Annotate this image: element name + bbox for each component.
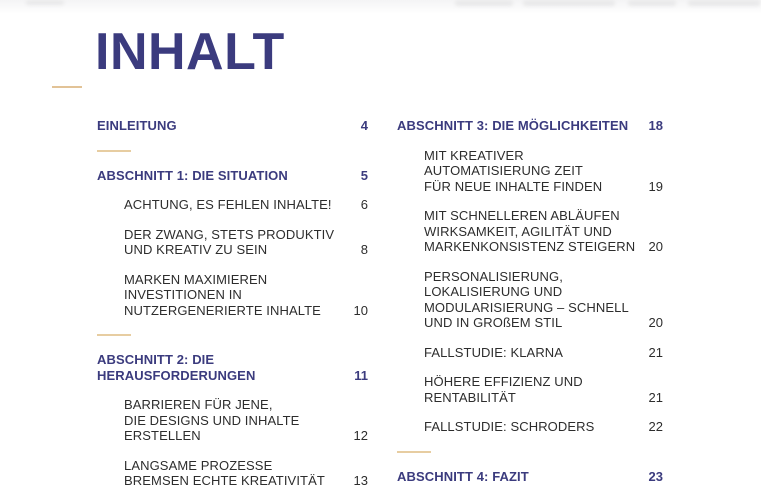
toc-entry[interactable] bbox=[397, 269, 663, 331]
toc-label: MIT SCHNELLEREN ABLÄUFEN WIRKSAMKEIT, AGILITÄT UND MARKENKONSISTENZ STEIGERN bbox=[424, 208, 636, 254]
toc-entry[interactable] bbox=[397, 345, 663, 361]
top-edge-smudge bbox=[628, 0, 676, 6]
toc-label: LANGSAME PROZESSE BREMSEN ECHTE KREATIVITÄT bbox=[124, 457, 325, 488]
toc-label: FALLSTUDIE: KLARNA bbox=[424, 344, 564, 360]
toc-label: MIT KREATIVER AUTOMATISIERUNG ZEIT FÜR NEUE INHALTE FINDEN bbox=[424, 147, 603, 194]
toc-page-number: 20 bbox=[648, 239, 663, 254]
section-divider bbox=[97, 150, 131, 152]
toc-page-number: 10 bbox=[353, 302, 368, 318]
toc-page-number: 23 bbox=[648, 468, 663, 484]
toc-entry[interactable] bbox=[397, 419, 663, 435]
toc-label: DER ZWANG, STETS PRODUKTIV UND KREATIV ZU SEIN bbox=[124, 226, 335, 257]
page-title: INHALT bbox=[95, 23, 285, 81]
section-divider bbox=[397, 451, 431, 453]
toc-entry[interactable] bbox=[397, 374, 663, 405]
toc-label: HÖHERE EFFIZIENZ UND RENTABILITÄT bbox=[424, 374, 583, 405]
toc-page-number: 19 bbox=[648, 178, 663, 194]
toc-heading-einleitung[interactable] bbox=[97, 118, 368, 134]
toc-page-number: 20 bbox=[648, 315, 663, 330]
toc-page-number: 6 bbox=[360, 197, 368, 212]
top-edge-smudge bbox=[26, 0, 64, 5]
toc-label: ABSCHNITT 3: DIE MÖGLICHKEITEN bbox=[397, 118, 629, 133]
toc-heading-abschnitt-3[interactable] bbox=[397, 118, 663, 134]
toc-columns bbox=[97, 118, 663, 489]
toc-entry[interactable] bbox=[97, 272, 368, 319]
title-accent-dash bbox=[52, 86, 82, 88]
section-divider bbox=[97, 334, 131, 336]
toc-page-number: 12 bbox=[353, 428, 368, 443]
toc-page-number: 4 bbox=[360, 118, 368, 133]
top-edge-smudge bbox=[688, 0, 760, 6]
toc-entry[interactable] bbox=[97, 397, 368, 444]
toc-column-left bbox=[97, 118, 368, 489]
toc-page-number: 21 bbox=[648, 389, 663, 405]
toc-label: EINLEITUNG bbox=[97, 118, 177, 133]
toc-label: ABSCHNITT 2: DIE HERAUSFORDERUNGEN bbox=[97, 352, 256, 383]
toc-heading-abschnitt-1[interactable] bbox=[97, 168, 368, 184]
toc-heading-abschnitt-2[interactable] bbox=[97, 352, 368, 383]
toc-label: FALLSTUDIE: SCHRODERS bbox=[424, 419, 595, 434]
toc-entry[interactable] bbox=[97, 197, 368, 213]
toc-page-number: 22 bbox=[648, 419, 663, 434]
toc-page-number: 18 bbox=[648, 118, 663, 133]
toc-label: ABSCHNITT 1: DIE SITUATION bbox=[97, 167, 288, 183]
toc-column-right bbox=[397, 118, 663, 489]
toc-entry[interactable] bbox=[97, 458, 368, 489]
toc-page-number: 13 bbox=[353, 473, 368, 488]
toc-page-number: 8 bbox=[360, 242, 368, 257]
toc-entry[interactable] bbox=[397, 208, 663, 255]
toc-entry[interactable] bbox=[97, 227, 368, 258]
toc-page-number: 11 bbox=[354, 367, 368, 383]
toc-heading-abschnitt-4[interactable] bbox=[397, 469, 663, 485]
toc-page-number: 5 bbox=[360, 167, 368, 183]
toc-entry[interactable] bbox=[397, 148, 663, 195]
toc-label: ABSCHNITT 4: FAZIT bbox=[397, 468, 529, 484]
toc-label: ACHTUNG, ES FEHLEN INHALTE! bbox=[124, 197, 332, 212]
toc-label: BARRIEREN FÜR JENE, DIE DESIGNS UND INHALTE ERSTELLEN bbox=[124, 397, 300, 443]
toc-label: PERSONALISIERUNG, LOKALISIERUNG UND MODULARISIERUNG – SCHNELL UND IN GROßEM STIL bbox=[424, 268, 629, 330]
page-top-edge-artifact bbox=[0, 0, 761, 14]
top-edge-smudge bbox=[455, 0, 513, 6]
toc-page-number: 21 bbox=[648, 344, 663, 360]
toc-label: MARKEN MAXIMIEREN INVESTITIONEN IN NUTZERGENERIERTE INHALTE bbox=[124, 271, 321, 318]
top-edge-smudge bbox=[523, 0, 615, 6]
